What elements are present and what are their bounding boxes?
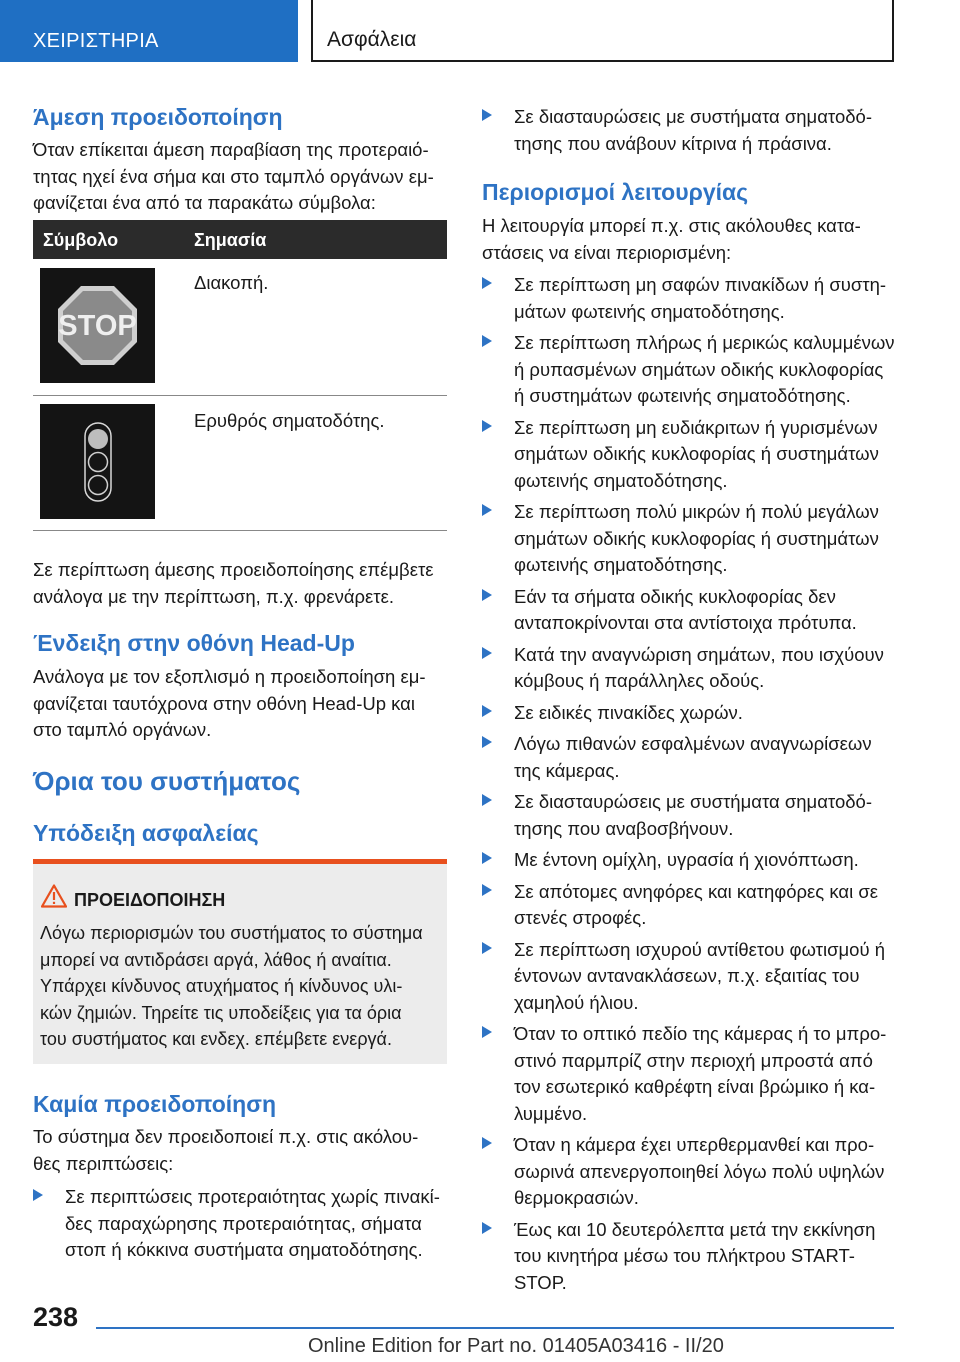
footer-edition: Online Edition for Part no. 01405A03416 - II/20 [308, 1335, 724, 1357]
paragraph-function-limits: Η λειτουργία μπορεί π.χ. στις ακόλουθες κατα- στάσεις να είναι περιορισμένη: [482, 215, 861, 263]
bullet-arrow-icon [482, 942, 492, 954]
bullet-arrow-icon [482, 277, 492, 289]
table-bottom-line [33, 530, 447, 531]
bullet-arrow-icon [482, 335, 492, 347]
chapter-title: Ασφάλεια [327, 28, 417, 51]
list-item: Σε απότομες ανηφόρες και κατηφόρες και σε στενές στροφές. [482, 879, 902, 932]
warning-triangle-icon [41, 884, 67, 913]
svg-text:STOP: STOP [58, 310, 137, 342]
warning-title: ΠΡΟΕΙΔΟΠΟΙΗΣΗ [74, 890, 226, 910]
heading-immediate-warning: Άμεση προειδοποίηση [33, 104, 283, 130]
paragraph-no-warning: Το σύστημα δεν προειδοποιεί π.χ. στις ακόλου- θες περιπτώσεις: [33, 1126, 419, 1174]
column-symbol: Σύμβολο [43, 230, 119, 250]
warning-text: Λόγω περιορισμών του συστήματος το σύστημα μπορεί να αντιδράσει αργά, λάθος ή αναίτια. Υπάρχει κίνδυνος ατυχήματος ή κίνδυνος υλι- κών ζημιών. Τηρείτε τις υποδείξεις για τα όρια του συστήματος και ενδεχ. επέμβετε ενεργά. [40, 923, 423, 1049]
meaning-red-light: Ερυθρός σηματοδότης. [194, 410, 385, 431]
bullet-arrow-icon [482, 1222, 492, 1234]
bullet-arrow-icon [482, 647, 492, 659]
stop-sign-icon [40, 268, 155, 383]
list-no-warning [33, 1184, 453, 1269]
bullet-arrow-icon [482, 1137, 492, 1149]
list-item: Σε περίπτωση πλήρως ή μερικώς καλυμμένων ή ρυπασμένων σημάτων οδικής κυκλοφορίας ή συστημάτων φωτεινής σηματοδότησης. [482, 330, 902, 410]
paragraph-head-up: Ανάλογα με τον εξοπλισμό η προειδοποίηση εμ- φανίζεται ταυτόχρονα στην οθόνη Head-Up και στο ταμπλό οργάνων. [33, 666, 426, 740]
bullet-arrow-icon [482, 589, 492, 601]
paragraph-immediate-warning: Όταν επίκειται άμεση παραβίαση της προτεραιό- τητας ηχεί ένα σήμα και στο ταμπλό οργάνων εμ- φανίζεται ένα από τα παρακάτω σύμβολα: [33, 139, 434, 213]
bullet-arrow-icon [482, 420, 492, 432]
list-item: Λόγω πιθανών εσφαλμένων αναγνωρίσεων της κάμερας. [482, 731, 902, 784]
chapter-box [311, 0, 894, 62]
paragraph-react: Σε περίπτωση άμεσης προειδοποίησης επέμβετε ανάλογα με την περίπτωση, π.χ. φρενάρετε. [33, 559, 434, 607]
list-item: Εάν τα σήματα οδικής κυκλοφορίας δεν ανταποκρίνονται στα αντίστοιχα πρότυπα. [482, 584, 902, 637]
list-item: Όταν η κάμερα έχει υπερθερμανθεί και προ- σωρινά απενεργοποιηθεί λόγω πολύ υψηλών θερμοκρασιών. [482, 1132, 902, 1212]
bullet-arrow-icon [482, 736, 492, 748]
symbol-table-header [33, 220, 447, 259]
heading-head-up-display: Ένδειξη στην οθόνη Head-Up [33, 630, 355, 656]
page-number: 238 [33, 1302, 79, 1332]
list-item: Σε περίπτωση πολύ μικρών ή πολύ μεγάλων σημάτων οδικής κυκλοφορίας ή συστημάτων φωτεινής σηματοδότησης. [482, 499, 902, 579]
heading-function-limits: Περιορισμοί λειτουργίας [482, 179, 749, 205]
list-item: Σε διασταυρώσεις με συστήματα σηματοδό- τησης που ανάβουν κίτρινα ή πράσινα. [482, 104, 902, 157]
bullet-arrow-icon [482, 794, 492, 806]
list-item: Κατά την αναγνώριση σημάτων, που ισχύουν κόμβους ή παράλληλες οδούς. [482, 642, 902, 695]
list-item: Όταν το οπτικό πεδίο της κάμερας ή το μπρο- στινό παρμπρίζ στην περιοχή μπροστά από τον εσωτερικό καθρέφτη είναι βρώμικο ή κα- λυμμένο. [482, 1021, 902, 1127]
section-tab [0, 0, 298, 62]
column-meaning: Σημασία [194, 230, 267, 250]
bullet-arrow-icon [482, 705, 492, 717]
heading-no-warning: Καμία προειδοποίηση [33, 1091, 277, 1117]
footer-rule [96, 1327, 894, 1329]
table-divider [33, 395, 447, 396]
bullet-arrow-icon [33, 1189, 43, 1201]
bullet-arrow-icon [482, 1026, 492, 1038]
traffic-light-red-icon [40, 404, 155, 519]
list-item: Με έντονη ομίχλη, υγρασία ή χιονόπτωση. [482, 847, 902, 874]
heading-system-limits: Όρια του συστήματος [33, 766, 301, 796]
meaning-stop: Διακοπή. [194, 272, 269, 293]
list-function-limits [482, 272, 902, 1301]
list-item: Σε περίπτωση ισχυρού αντίθετου φωτισμού ή έντονων αντανακλάσεων, π.χ. εξαιτίας του χαμηλού ήλιου. [482, 937, 902, 1017]
bullet-arrow-icon [482, 504, 492, 516]
bullet-arrow-icon [482, 109, 492, 121]
list-item: Έως και 10 δευτερόλεπτα μετά την εκκίνηση του κινητήρα μέσω του πλήκτρου START- STOP. [482, 1217, 902, 1297]
list-no-warning-continued [482, 104, 902, 162]
bullet-arrow-icon [482, 884, 492, 896]
list-item: Σε διασταυρώσεις με συστήματα σηματοδό- τησης που αναβοσβήνουν. [482, 789, 902, 842]
list-item: Σε περίπτωση μη σαφών πινακίδων ή συστη- μάτων φωτεινής σηματοδότησης. [482, 272, 902, 325]
section-title: ΧΕΙΡΙΣΤΗΡΙΑ [33, 30, 159, 52]
list-item: Σε περιπτώσεις προτεραιότητας χωρίς πινακί- δες παραχώρησης προτεραιότητας, σήματα στοπ ή κόκκινα συστήματα σηματοδότησης. [33, 1184, 453, 1264]
list-item: Σε περίπτωση μη ευδιάκριτων ή γυρισμένων σημάτων οδικής κυκλοφορίας ή συστημάτων φωτεινής σηματοδότησης. [482, 415, 902, 495]
bullet-arrow-icon [482, 852, 492, 864]
heading-safety-note: Υπόδειξη ασφαλείας [33, 820, 259, 846]
list-item: Σε ειδικές πινακίδες χωρών. [482, 700, 902, 727]
